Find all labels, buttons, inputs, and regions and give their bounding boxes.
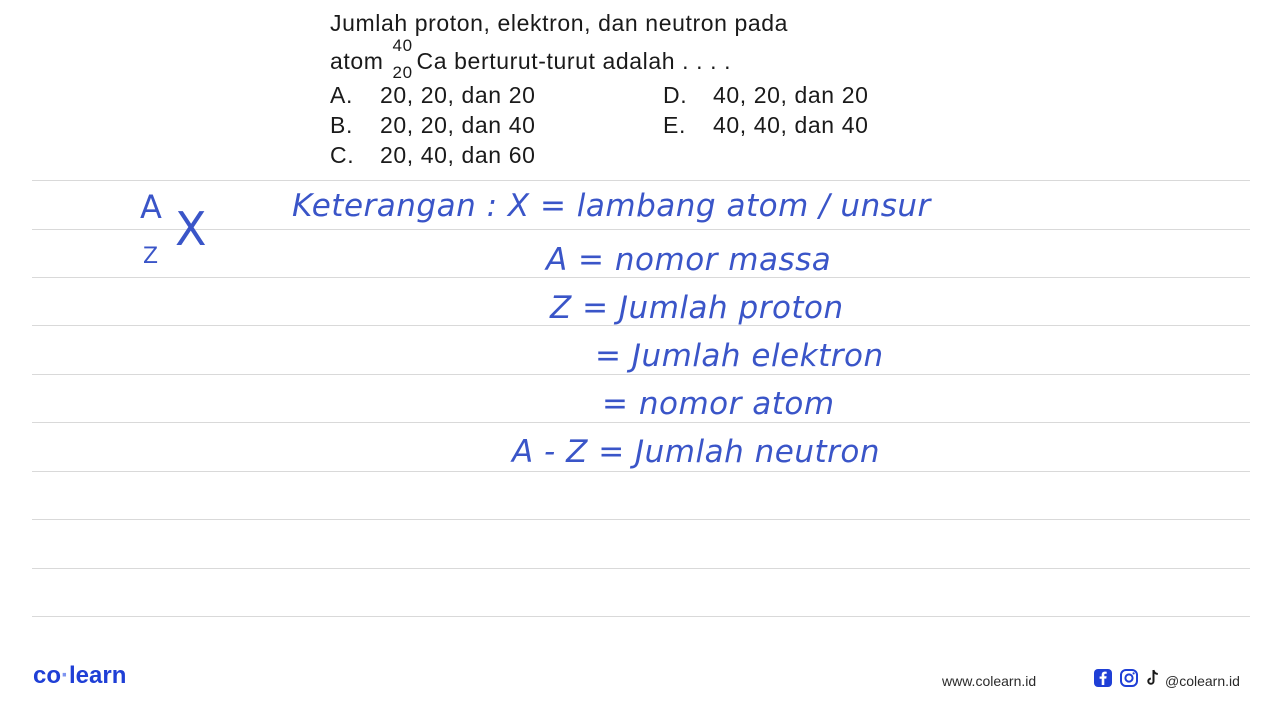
note-line-atomic-number: = nomor atom bbox=[602, 386, 835, 422]
nuclide-symbol: Ca bbox=[416, 48, 448, 74]
ruled-line bbox=[32, 616, 1250, 617]
note-line-mass-number: A = nomor massa bbox=[546, 242, 832, 278]
option-text: 20, 40, dan 60 bbox=[380, 142, 536, 168]
option-c bbox=[330, 140, 535, 170]
question-line-2 bbox=[330, 36, 732, 82]
nuclide-mass-number: 40 bbox=[392, 36, 413, 55]
notation-element-symbol: X bbox=[175, 202, 208, 256]
option-text: 20, 20, dan 40 bbox=[380, 112, 536, 138]
ruled-line bbox=[32, 568, 1250, 569]
nuclide-notation bbox=[391, 36, 417, 82]
option-letter: D. bbox=[663, 82, 688, 108]
footer-url: www.colearn.id bbox=[942, 673, 1037, 689]
note-line-proton: Z = Jumlah proton bbox=[550, 290, 844, 326]
note-line-electron: = Jumlah elektron bbox=[595, 338, 884, 374]
colearn-logo bbox=[33, 662, 126, 690]
ruled-line bbox=[32, 374, 1250, 375]
brand-part-1: co bbox=[33, 662, 62, 689]
footer-handle: @colearn.id bbox=[1165, 673, 1240, 689]
ruled-line bbox=[32, 229, 1250, 230]
option-letter: B. bbox=[330, 112, 353, 138]
note-line-neutron: A - Z = Jumlah neutron bbox=[512, 434, 880, 470]
option-text: 40, 40, dan 40 bbox=[713, 112, 869, 138]
question-line-1: Jumlah proton, elektron, dan neutron pada bbox=[330, 10, 789, 36]
option-letter: E. bbox=[663, 112, 686, 138]
option-text: 20, 20, dan 20 bbox=[380, 82, 536, 108]
facebook-icon bbox=[1093, 668, 1113, 688]
ruled-line bbox=[32, 471, 1250, 472]
brand-part-2: learn bbox=[69, 662, 127, 689]
tiktok-icon bbox=[1143, 668, 1163, 688]
ruled-line bbox=[32, 422, 1250, 423]
nuclide-atomic-number: 20 bbox=[392, 63, 413, 82]
option-letter: C. bbox=[330, 142, 355, 168]
option-text: 40, 20, dan 20 bbox=[713, 82, 869, 108]
option-d bbox=[663, 80, 868, 110]
notation-mass-symbol: A bbox=[140, 188, 163, 226]
option-e bbox=[663, 110, 868, 140]
option-letter: A. bbox=[330, 82, 353, 108]
instagram-icon bbox=[1119, 668, 1139, 688]
notation-atomic-symbol: Z bbox=[143, 244, 159, 269]
note-line-legend: Keterangan : X = lambang atom / unsur bbox=[292, 188, 931, 224]
option-a bbox=[330, 80, 535, 110]
question-line-2-suffix: berturut-turut adalah . . . . bbox=[454, 48, 732, 74]
option-b bbox=[330, 110, 535, 140]
ruled-line bbox=[32, 519, 1250, 520]
brand-dot: · bbox=[61, 662, 70, 689]
ruled-line bbox=[32, 180, 1250, 181]
question-atom-word: atom bbox=[330, 48, 384, 74]
